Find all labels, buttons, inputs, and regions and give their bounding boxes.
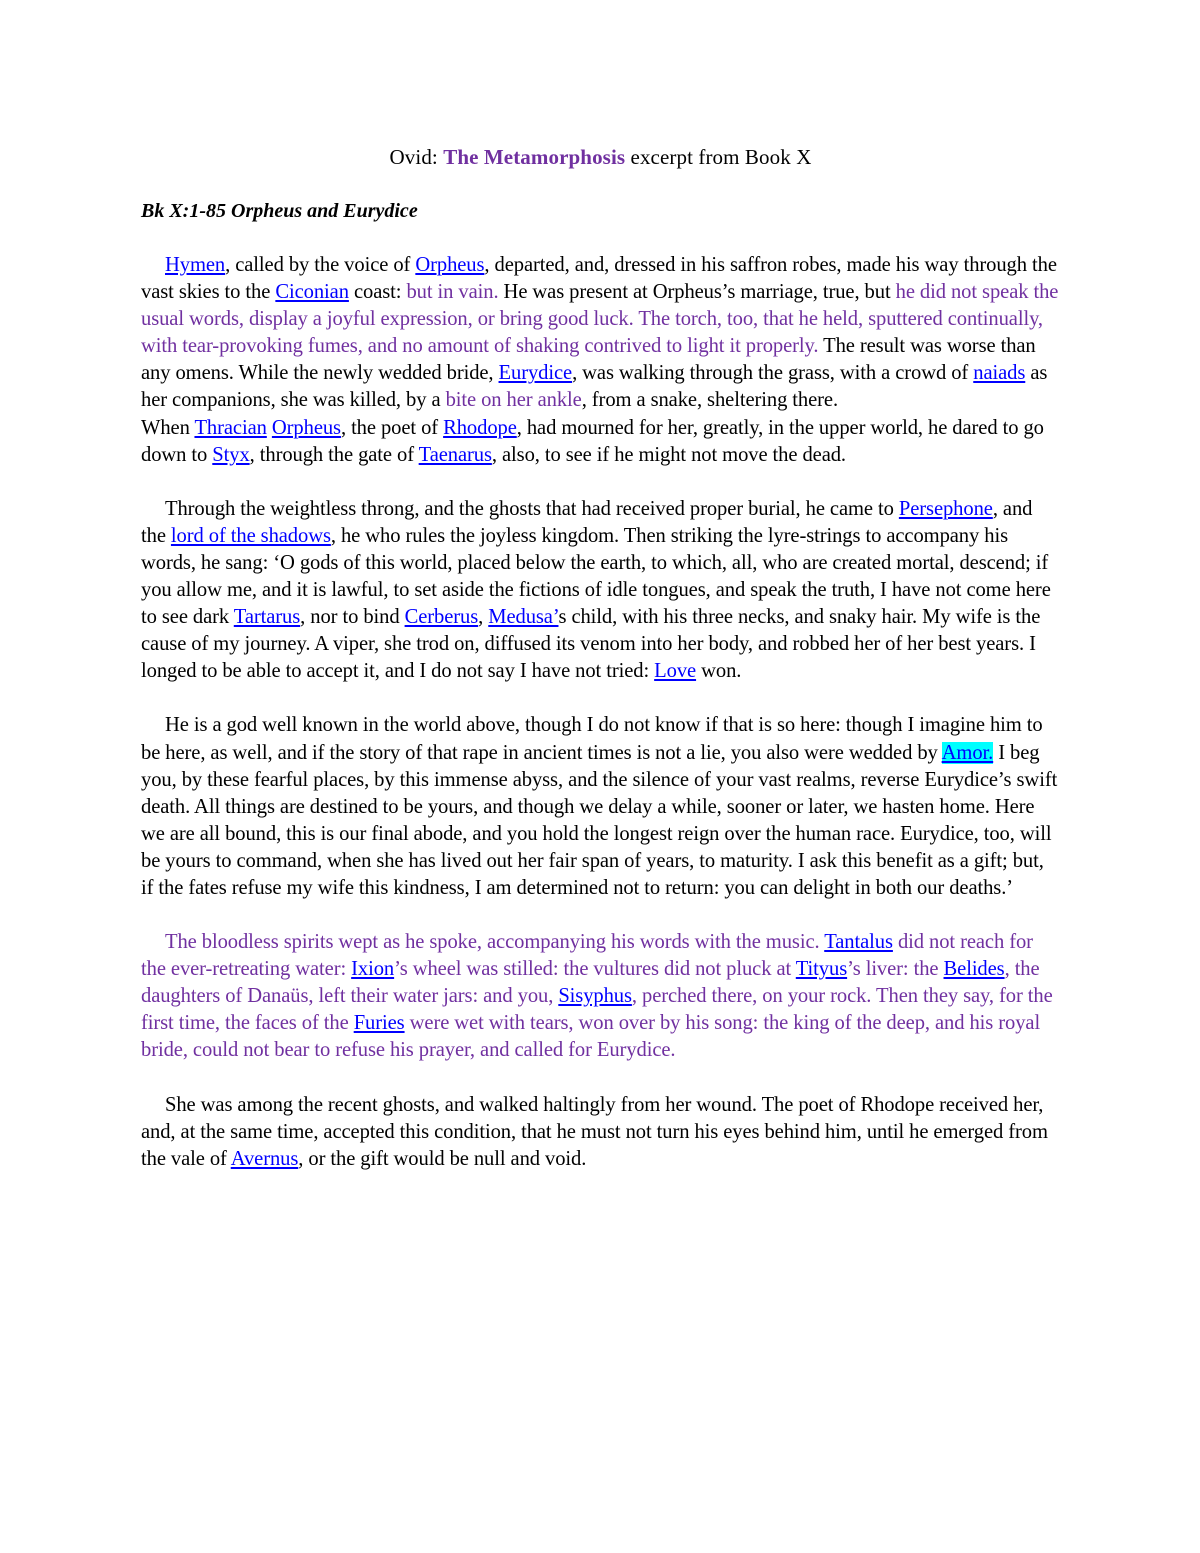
text: When bbox=[141, 416, 195, 439]
text: s child, with his three necks, and snaky hair. My wife is the cause of my journey. A viper, she trod on, diffused its venom into her body, and robbed her of her best years. I longed to be able to accept it, and I do not say I have not tried: bbox=[141, 606, 1041, 683]
text: did not reach for the ever-retreating water: bbox=[141, 931, 1033, 981]
title-suffix: excerpt from Book X bbox=[625, 145, 812, 169]
text: , was walking through the grass, with a crowd of bbox=[572, 362, 974, 385]
link-belides[interactable]: Belides bbox=[943, 958, 1005, 981]
text: , nor to bind bbox=[300, 606, 405, 629]
text: , or the gift would be null and void. bbox=[298, 1147, 587, 1170]
text: He was present at Orpheus’s marriage, true, but bbox=[498, 281, 896, 304]
paragraph-3 bbox=[141, 496, 1060, 686]
text: , he who rules the joyless kingdom. Then striking the lyre-strings to accompany his words, he sang: ‘O gods of this world, placed below the earth, to which, all, who are created mortal, descend; if you allow me, and it is lawful, to set aside the fictions of idle tongues, and speak the truth, I have not come here to see dark bbox=[141, 524, 1051, 629]
text: , also, to see if he might not move the dead. bbox=[491, 443, 846, 466]
title-prefix: Ovid: bbox=[389, 145, 444, 169]
text: ’s liver: the bbox=[847, 958, 944, 981]
link-furies[interactable]: Furies bbox=[353, 1012, 405, 1035]
link-sisyphus[interactable]: Sisyphus bbox=[558, 985, 632, 1008]
link-taenarus[interactable]: Taenarus bbox=[418, 443, 492, 466]
link-cerberus[interactable]: Cerberus bbox=[404, 606, 479, 629]
text: Through the weightless throng, and the ghosts that had received proper burial, he came to bbox=[165, 497, 899, 520]
title-work: The Metamorphosis bbox=[443, 145, 626, 169]
paragraph-5 bbox=[141, 929, 1060, 1064]
highlighted-text: but in vain. bbox=[406, 281, 499, 304]
link-eurydice[interactable]: Eurydice bbox=[498, 362, 573, 385]
text: ’s wheel was stilled: the vultures did not pluck at bbox=[394, 958, 796, 981]
text: , from a snake, sheltering there. bbox=[581, 389, 839, 412]
text: won. bbox=[696, 660, 742, 683]
link-orpheus[interactable]: Orpheus bbox=[415, 254, 485, 276]
text: , had mourned for her, greatly, in the upper world, he dared to go down to bbox=[141, 416, 1044, 466]
text: coast: bbox=[348, 281, 407, 304]
text: were wet with tears, won over by his song: the king of the deep, and his royal bride, could not bear to refuse his prayer, and called for Eurydice. bbox=[141, 1012, 1041, 1062]
paragraph-2 bbox=[141, 415, 1060, 469]
highlighted-text: bite on her ankle bbox=[445, 389, 582, 412]
link-lord-of-the-shadows[interactable]: lord of the shadows bbox=[170, 524, 331, 547]
link-thracian[interactable]: Thracian bbox=[194, 416, 267, 439]
text: , perched there, on your rock. Then they say, for the first time, the faces of the bbox=[141, 985, 1053, 1035]
link-medusa[interactable]: Medusa’ bbox=[488, 606, 559, 629]
link-naiads[interactable]: naiads bbox=[973, 362, 1026, 385]
link-love[interactable]: Love bbox=[654, 660, 697, 683]
text: She was among the recent ghosts, and walked haltingly from her wound. The poet of Rhodope received her, and, at the same time, accepted this condition, that he must not turn his eyes behind him, until he emerged from the vale of bbox=[141, 1093, 1048, 1170]
text: He is a god well known in the world above, though I do not know if that is so here: though I imagine him to be here, as well, and if the story of that rape in ancient times is not a lie, you also were wedded by bbox=[141, 714, 1043, 764]
paragraph-1 bbox=[141, 252, 1060, 415]
text: , bbox=[478, 606, 489, 629]
text: I beg you, by these fearful places, by this immense abyss, and the silence of your vast realms, reverse Eurydice’s swift death. All things are destined to be yours, and though we delay a while, sooner or later, we hasten home. Here we are all bound, this is our final abode, and you hold the longest reign over the human race. Eurydice, too, will be yours to command, when she has lived out her fair span of years, to maturity. I ask this benefit as a gift; but, if the fates refuse my wife this kindness, I am determined not to return: you can delight in both our deaths.’ bbox=[141, 741, 1058, 899]
link-tartarus[interactable]: Tartarus bbox=[233, 606, 301, 629]
link-persephone[interactable]: Persephone bbox=[898, 497, 993, 520]
text: The bloodless spirits wept as he spoke, accompanying his words with the music. bbox=[165, 931, 825, 954]
link-avernus[interactable]: Avernus bbox=[230, 1147, 299, 1170]
link-hymen[interactable]: Hymen bbox=[165, 254, 226, 276]
document-title bbox=[141, 142, 1060, 172]
link-styx[interactable]: Styx bbox=[212, 443, 250, 466]
section-heading: Bk X:1-85 Orpheus and Eurydice bbox=[141, 200, 418, 222]
text: as her companions, she was killed, by a bbox=[141, 362, 1048, 412]
paragraph-6 bbox=[141, 1092, 1060, 1173]
text: , called by the voice of bbox=[225, 254, 416, 276]
link-tityus[interactable]: Tityus bbox=[795, 958, 848, 981]
link-tantalus[interactable]: Tantalus bbox=[824, 931, 893, 954]
link-amor[interactable]: Amor. bbox=[941, 741, 994, 764]
link-ixion[interactable]: Ixion bbox=[351, 958, 395, 981]
text: The result was worse than any omens. While the newly wedded bride, bbox=[141, 335, 1036, 385]
highlighted-text: he did not speak the usual words, display a joyful expression, or bring good luck. The torch, too, that he held, sputtered continually, with tear-provoking fumes, and no amount of shaking contrived to light it properly. bbox=[141, 281, 1059, 358]
link-ciconian[interactable]: Ciconian bbox=[275, 281, 349, 304]
link-rhodope[interactable]: Rhodope bbox=[443, 416, 517, 439]
link-orpheus[interactable]: Orpheus bbox=[271, 416, 341, 439]
text: , the poet of bbox=[340, 416, 444, 439]
text: , departed, and, dressed in his saffron robes, made his way through the vast skies to the bbox=[141, 254, 1057, 304]
text: , and the bbox=[141, 497, 1033, 547]
text: , the daughters of Danaüs, left their water jars: and you, bbox=[141, 958, 1040, 1008]
text: , through the gate of bbox=[249, 443, 419, 466]
paragraph-4 bbox=[141, 712, 1060, 902]
